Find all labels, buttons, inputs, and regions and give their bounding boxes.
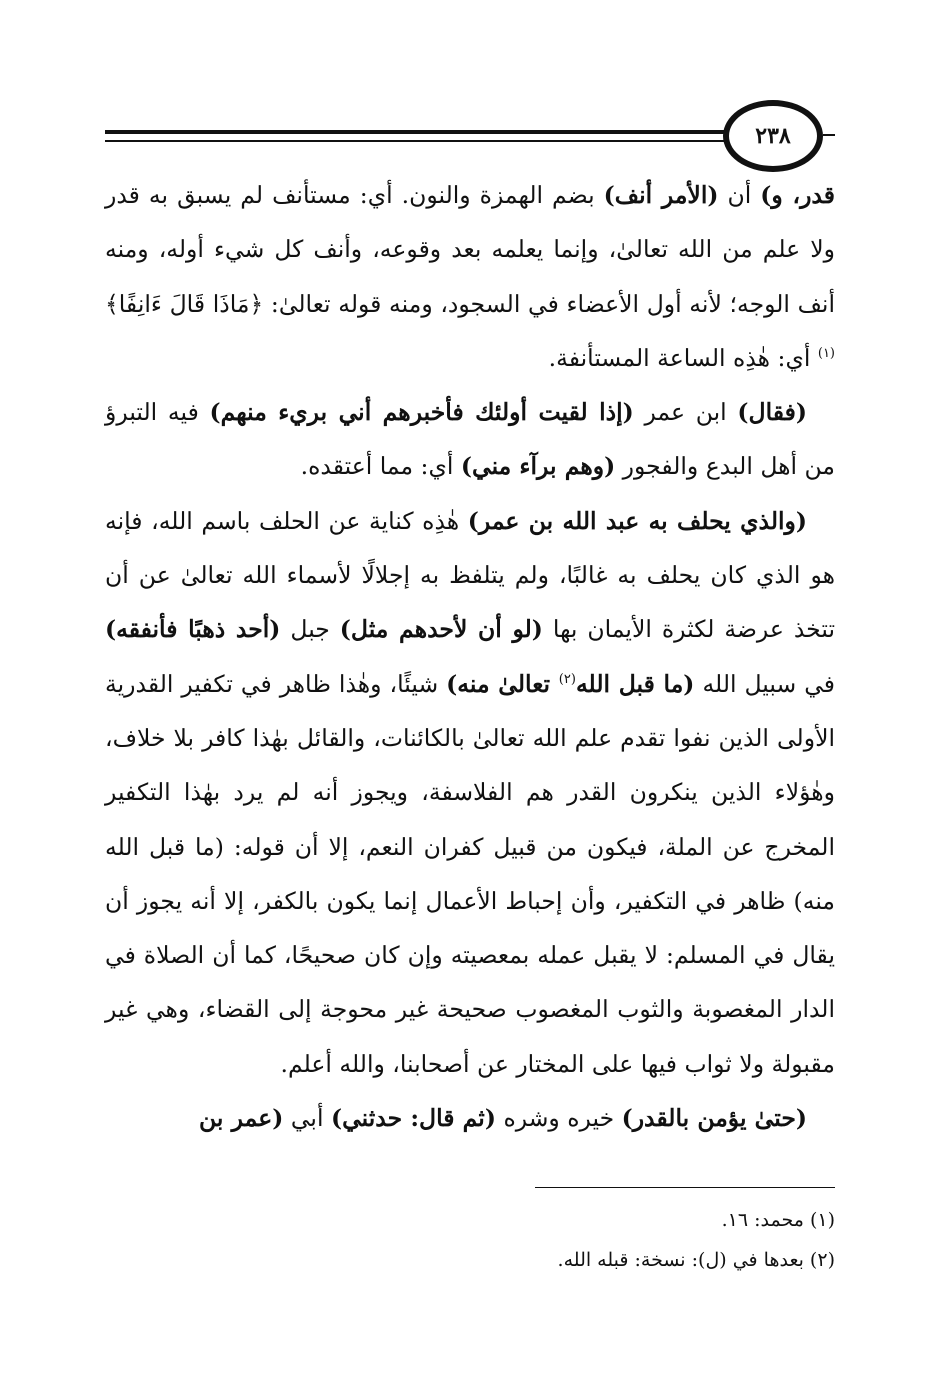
footnote-ref-1: (١) — [817, 346, 835, 362]
footnote-1: (١) محمد: ١٦. — [721, 1209, 835, 1231]
footnote-separator — [535, 1187, 835, 1188]
paragraph-1: قدر، و) أن (الأمر أنف) بضم الهمزة والنون. أي: مستأنف لم يسبق به قدر ولا علم من الله تعالىٰ، وإنما يعلمه بعد وقوعه، وأنف كل شيء أوله، ومنه أنف الوجه؛ لأنه أول الأعضاء في السجود، ومنه قوله تعالىٰ: ﴿مَاذَا قَالَ ءَانِفًا﴾$^{(١)}$ أي: هٰذِه الساعة المستأنفة. — [105, 181, 835, 372]
page-number: ٢٣٨ — [723, 100, 823, 172]
header-rule-bottom — [105, 140, 735, 142]
footnote-ref-2: (٢) — [558, 671, 576, 687]
footnotes — [105, 1200, 835, 1280]
header-rule-tail — [823, 134, 835, 136]
footnote-2: (٢) بعدها في (ل): نسخة: قبله الله. — [557, 1249, 835, 1271]
body-text — [105, 168, 835, 1145]
paragraph-3: (والذي يحلف به عبد الله بن عمر) هٰذِه كناية عن الحلف باسم الله، فإنه هو الذي كان يحلف به غالبًا، ولم يتلفظ به إجلالًا لأسماء الله تعالىٰ عن أن تتخذ عرضة لكثرة الأيمان بها (لو أن لأحدهم مثل) جبل (أحد ذهبًا فأنفقه) في سبيل الله (ما قبل الله$^{(٢)}$ تعالىٰ منه) شيئًا، وهٰذا ظاهر في تكفير القدرية الأولى الذين نفوا تقدم علم الله تعالىٰ بالكائنات، والقائل بهٰذا كافر بلا خلاف، وهٰؤلاء الذين ينكرون القدر هم الفلاسفة، ويجوز أنه لم يرد بهٰذا التكفير المخرج عن الملة، فيكون من قبيل كفران النعم، إلا أن قوله: (ما قبل الله منه) ظاهر في التكفير، وأن إحباط الأعمال إنما يكون بالكفر، إلا أنه يجوز أن يقال في المسلم: لا يقبل عمله بمعصيته وإن كان صحيحًا، كما أن الصلاة في الدار المغصوبة والثوب المغصوب صحيحة غير محوجة إلى القضاء، وهي غير مقبولة ولا ثواب فيها على المختار عن أصحابنا، والله أعلم. — [105, 506, 836, 1078]
paragraph-4: (حتىٰ يؤمن بالقدر) خيره وشره (ثم قال: حدثني) أبي (عمر بن — [199, 1104, 807, 1133]
paragraph-2: (فقال) ابن عمر (إذا لقيت أولئك فأخبرهم أني بريء منهم) فيه التبرؤ من أهل البدع والفجور (وهم برآء مني) أي: مما أعتقده. — [105, 398, 835, 481]
header-rule-top — [105, 130, 735, 134]
